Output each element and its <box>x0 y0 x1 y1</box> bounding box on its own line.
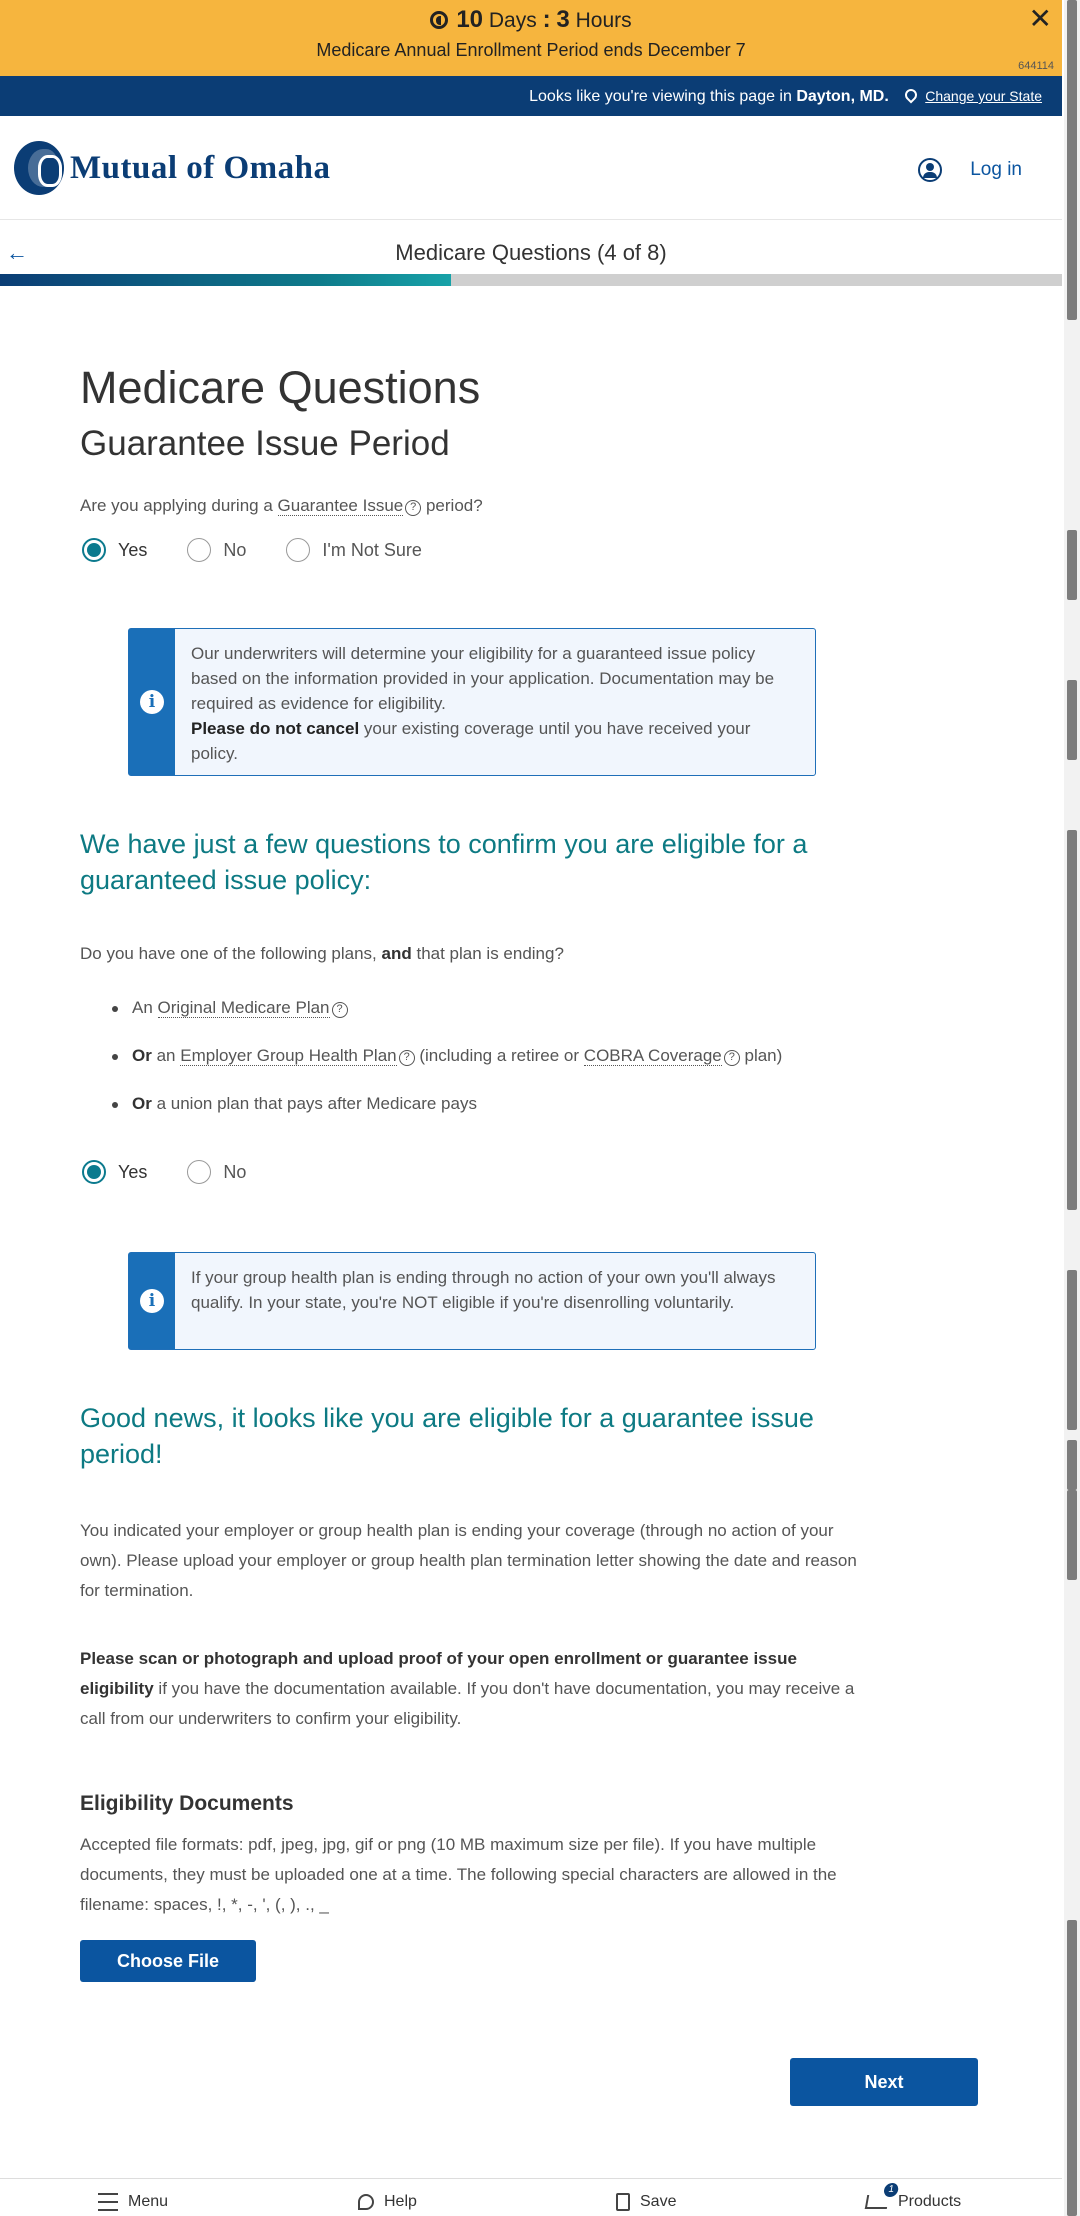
cobra-coverage-term[interactable]: COBRA Coverage <box>583 1046 722 1065</box>
question-suffix: that plan is ending? <box>416 944 564 963</box>
site-header <box>0 116 1062 220</box>
banner-message: Medicare Annual Enrollment Period ends December 7 <box>316 40 746 60</box>
change-state-link[interactable]: Change your State <box>925 88 1042 104</box>
radio-checked-icon <box>82 538 106 562</box>
nav-products-label: Products <box>898 2193 962 2210</box>
radio-label: No <box>223 539 247 560</box>
info-icon: i <box>140 690 164 714</box>
question-bold: and <box>381 944 412 963</box>
info-text <box>175 629 815 775</box>
nav-help[interactable] <box>358 2193 417 2211</box>
banner-code: 644114 <box>1018 60 1054 72</box>
back-arrow-icon[interactable]: ← <box>6 240 28 265</box>
radio-checked-icon <box>82 1160 106 1184</box>
upload-proof-text: if you have the documentation available. If you don't have documentation, you may receive a call from our underwriters to confirm your eligibility. <box>80 1679 855 1728</box>
location-pin-icon <box>903 87 920 104</box>
scrollbar-thumb[interactable] <box>1067 830 1077 1210</box>
file-format-description: Accepted file formats: pdf, jpeg, jpg, gif or png (10 MB maximum size per file). If you have multiple documents, they must be uploaded one at a time. The following special characters are allowed in the filename: spaces, !, *, -, ', (, ), ., _ <box>80 1835 837 1914</box>
guarantee-issue-question <box>80 496 483 516</box>
list-item-suffix: plan) <box>744 1046 783 1065</box>
scrollbar-thumb[interactable] <box>1067 1920 1077 2216</box>
radio-label: Yes <box>118 539 148 560</box>
plan-list <box>112 998 782 1142</box>
lion-logo-icon <box>14 141 64 195</box>
radio-no[interactable] <box>187 538 246 562</box>
radio-yes[interactable] <box>82 538 147 562</box>
list-item-mid: (including a retiree or <box>419 1046 580 1065</box>
list-item <box>112 998 782 1018</box>
eligibility-heading: We have just a few questions to confirm you are eligible for a guaranteed issue policy: <box>80 829 808 895</box>
countdown-timer <box>0 6 1062 34</box>
list-item <box>112 1094 782 1114</box>
clock-icon <box>430 11 448 29</box>
nav-menu[interactable] <box>98 2193 168 2211</box>
group-plan-info-box <box>128 1252 816 1350</box>
underwriting-info-box <box>128 628 816 776</box>
progress-bar <box>0 274 1062 286</box>
question-suffix: period? <box>425 496 483 515</box>
list-item-prefix: An <box>132 998 153 1017</box>
good-news-heading: Good news, it looks like you are eligible for a guarantee issue period! <box>80 1403 814 1469</box>
hours-value: 3 <box>556 6 570 33</box>
nav-menu-label: Menu <box>128 2193 169 2210</box>
scrollbar-thumb[interactable] <box>1067 1270 1077 1430</box>
radio-not-sure[interactable] <box>286 538 421 562</box>
eligibility-documents-title: Eligibility Documents <box>80 1792 294 1815</box>
phone-help-icon <box>358 2194 374 2210</box>
help-tooltip-icon[interactable]: ? <box>332 1002 348 1018</box>
enrollment-countdown-banner <box>0 0 1062 76</box>
guarantee-issue-radio-group <box>82 538 462 562</box>
help-tooltip-icon[interactable]: ? <box>399 1050 415 1066</box>
days-label: Days <box>488 9 537 32</box>
scrollbar-thumb[interactable] <box>1067 1440 1077 1490</box>
scrollbar-thumb[interactable] <box>1067 0 1077 320</box>
radio-label: No <box>223 1161 247 1182</box>
list-item <box>112 1046 782 1066</box>
list-item-prefix: an <box>156 1046 176 1065</box>
location-place: Dayton, MD. <box>796 88 889 105</box>
cart-badge: 1 <box>883 2183 899 2197</box>
plan-ending-radio-group <box>82 1160 286 1184</box>
cart-icon <box>865 2184 895 2209</box>
step-title: Medicare Questions (4 of 8) <box>395 240 667 265</box>
info-text-main: Our underwriters will determine your eligibility for a guaranteed issue policy based on the information provided in your application. Documentation may be required as evidence for eligibility. <box>191 644 775 713</box>
page-scrollbar[interactable] <box>1064 0 1080 2216</box>
location-prefix: Looks like you're viewing this page in <box>529 88 792 105</box>
radio-unchecked-icon <box>187 538 211 562</box>
nav-products[interactable] <box>866 2184 962 2211</box>
choose-file-button[interactable]: Choose File <box>80 1940 256 1982</box>
info-text: If your group health plan is ending through no action of your own you'll always qualify. In your state, you're NOT eligible if you're disenrolling voluntarily. <box>191 1268 776 1312</box>
help-tooltip-icon[interactable]: ? <box>405 500 421 516</box>
close-icon[interactable]: ✕ <box>1028 3 1052 34</box>
question-prefix: Are you applying during a <box>80 496 273 515</box>
location-bar <box>0 76 1062 116</box>
original-medicare-term[interactable]: Original Medicare Plan <box>157 998 330 1017</box>
scrollbar-thumb[interactable] <box>1067 1490 1077 1580</box>
logo[interactable] <box>14 140 331 196</box>
termination-letter-paragraph: You indicated your employer or group health plan is ending your coverage (through no action of your own). Please upload your employer or group health plan termination letter showing the date and reason for termination. <box>80 1521 857 1600</box>
progress-fill <box>0 274 451 286</box>
nav-save-label: Save <box>640 2193 677 2210</box>
hours-label: Hours <box>575 9 632 32</box>
plan-ending-question <box>80 944 564 964</box>
or-label: Or <box>132 1046 152 1065</box>
page-title: Medicare Questions <box>80 362 481 413</box>
info-icon: i <box>140 1289 164 1313</box>
days-value: 10 <box>456 6 484 33</box>
upload-proof-bold: Please scan or photograph and upload proof of your open enrollment or guarantee issue eligibility <box>80 1649 797 1698</box>
nav-save[interactable] <box>616 2193 676 2211</box>
question-prefix: Do you have one of the following plans, <box>80 944 377 963</box>
radio-label: Yes <box>118 1161 148 1182</box>
upload-proof-paragraph <box>80 1644 860 1734</box>
scrollbar-thumb[interactable] <box>1067 530 1077 600</box>
info-bar <box>129 1253 175 1349</box>
list-item-text: a union plan that pays after Medicare pays <box>156 1094 477 1113</box>
help-tooltip-icon[interactable]: ? <box>724 1050 740 1066</box>
next-button[interactable]: Next <box>790 2058 978 2106</box>
radio-label: I'm Not Sure <box>322 539 422 560</box>
radio-unchecked-icon <box>187 1160 211 1184</box>
login-label: Log in <box>970 159 1022 180</box>
section-title: Guarantee Issue Period <box>80 424 450 463</box>
user-icon <box>918 158 942 182</box>
radio-yes[interactable] <box>82 1160 147 1184</box>
scrollbar-thumb[interactable] <box>1067 680 1077 760</box>
logo-wordmark: Mutual of Omaha <box>70 149 331 186</box>
countdown-separator: : <box>542 6 551 33</box>
menu-icon <box>98 2193 118 2211</box>
radio-no[interactable] <box>187 1160 246 1184</box>
employer-group-plan-term[interactable]: Employer Group Health Plan <box>180 1046 397 1065</box>
bottom-nav <box>0 2178 1062 2216</box>
login-link[interactable] <box>918 158 1022 182</box>
info-text-bold: Please do not cancel <box>191 719 360 738</box>
save-icon <box>616 2193 630 2211</box>
radio-unchecked-icon <box>286 538 310 562</box>
info-text-rest: your existing coverage until you have received your policy. <box>191 719 751 763</box>
info-bar <box>129 629 175 775</box>
or-label: Or <box>132 1094 152 1113</box>
nav-help-label: Help <box>384 2193 417 2210</box>
guarantee-issue-term[interactable]: Guarantee Issue <box>277 496 404 515</box>
